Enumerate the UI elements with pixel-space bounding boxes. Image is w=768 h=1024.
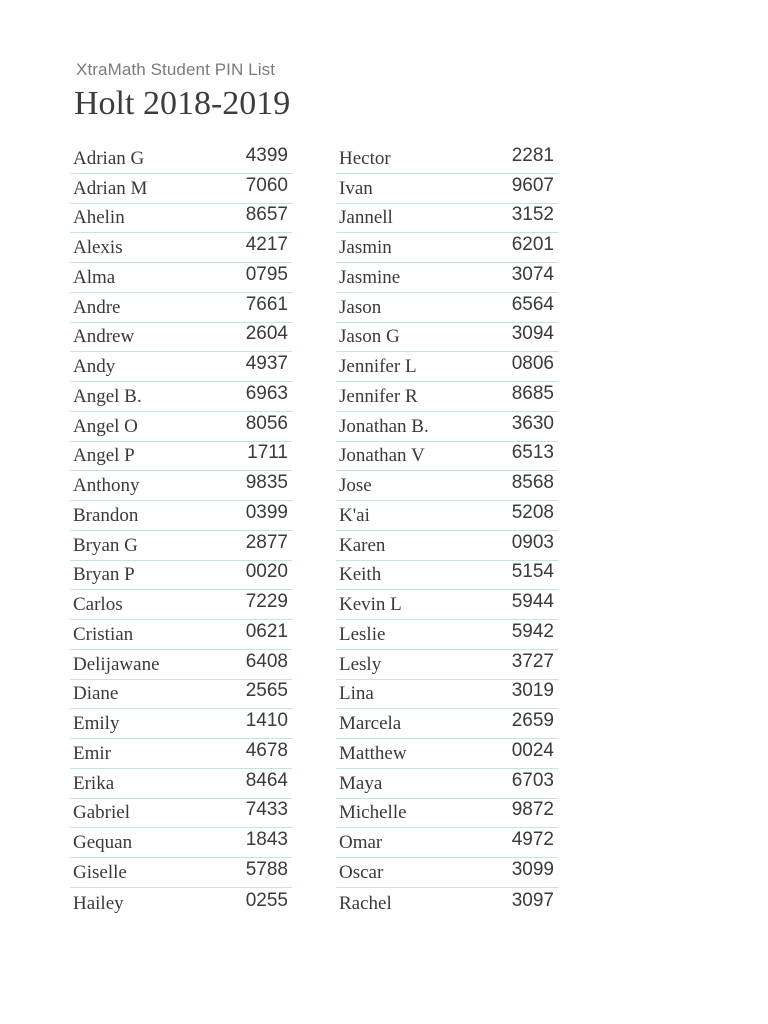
student-pin: 4972: [511, 829, 554, 850]
student-row: [336, 471, 558, 501]
student-name: Andre: [73, 296, 121, 318]
student-pin: 7433: [245, 799, 288, 821]
student-row: [70, 293, 292, 323]
student-pin: 0621: [245, 620, 288, 642]
student-name: Ahelin: [73, 207, 125, 229]
student-row: [70, 590, 292, 620]
student-name: Giselle: [73, 861, 127, 883]
student-pin: 2281: [511, 144, 554, 166]
student-row: [336, 293, 558, 323]
student-name: Jason G: [339, 326, 400, 348]
student-name: Hailey: [73, 892, 124, 914]
student-row: [70, 650, 292, 680]
student-row: [70, 471, 292, 501]
student-row: [70, 709, 292, 739]
student-pin: 5944: [511, 591, 554, 612]
student-pin: 6564: [511, 293, 554, 315]
student-name: Oscar: [339, 861, 384, 883]
student-row: [336, 858, 558, 888]
student-row: [336, 680, 558, 710]
student-row: [336, 412, 558, 442]
student-row: [70, 174, 292, 204]
student-row: [70, 561, 292, 591]
student-row: [336, 650, 558, 680]
student-row: [70, 680, 292, 710]
student-name: Delijawane: [73, 653, 160, 675]
student-row: [336, 233, 558, 263]
student-row: [70, 233, 292, 263]
student-name: Michelle: [339, 802, 407, 824]
student-row: [70, 382, 292, 412]
student-pin: 0020: [245, 561, 288, 583]
student-row: [70, 531, 292, 561]
student-pin: 5788: [245, 858, 288, 880]
student-name: Rachel: [339, 892, 392, 914]
student-pin: 1843: [245, 829, 288, 850]
student-row: [336, 382, 558, 412]
student-row: [70, 769, 292, 799]
student-name: Anthony: [73, 475, 140, 496]
student-row: [336, 174, 558, 204]
student-name: Erika: [73, 772, 115, 794]
student-name: Kevin L: [339, 594, 402, 615]
student-row: [336, 352, 558, 382]
student-pin: 0024: [511, 739, 554, 761]
student-name: Jannell: [339, 207, 393, 229]
student-row: [70, 263, 292, 293]
student-pin: 9607: [511, 174, 554, 196]
student-name: Lina: [339, 683, 374, 705]
student-pin: 3097: [511, 889, 554, 911]
student-name: Jason: [339, 296, 382, 318]
student-pin: 2659: [511, 710, 554, 731]
student-row: [70, 799, 292, 829]
student-name: Bryan P: [73, 564, 135, 586]
student-list-right-column: [336, 144, 558, 918]
student-pin: 8056: [245, 412, 288, 434]
student-pin: 7229: [245, 591, 288, 612]
student-name: Omar: [339, 832, 383, 853]
student-name: Andy: [73, 356, 116, 377]
student-pin: 6408: [245, 650, 288, 672]
student-pin: 0255: [245, 889, 288, 911]
student-pin: 9835: [245, 472, 288, 493]
student-pin: 3099: [511, 858, 554, 880]
student-row: [336, 561, 558, 591]
student-pin: 4399: [245, 144, 288, 166]
student-name: Gequan: [73, 832, 133, 853]
student-row: [336, 204, 558, 234]
student-pin: 0903: [511, 531, 554, 553]
student-name: Jennifer L: [339, 356, 417, 377]
student-row: [70, 739, 292, 769]
student-name: Jonathan B.: [339, 415, 429, 437]
student-pin: 6963: [245, 382, 288, 404]
student-name: Jasmin: [339, 237, 392, 258]
student-row: [70, 204, 292, 234]
student-name: Maya: [339, 772, 383, 794]
student-name: Angel O: [73, 415, 138, 437]
student-name: Andrew: [73, 326, 135, 348]
student-name: Jonathan V: [339, 445, 425, 467]
student-name: Angel P: [73, 445, 135, 467]
student-row: [70, 828, 292, 858]
student-name: Gabriel: [73, 802, 130, 824]
student-pin: 3074: [511, 263, 554, 285]
student-pin: 0795: [245, 263, 288, 285]
student-row: [336, 531, 558, 561]
student-row: [70, 501, 292, 531]
student-pin: 8685: [511, 382, 554, 404]
document-subtitle: XtraMath Student PIN List: [76, 60, 276, 79]
student-pin: 6513: [511, 442, 554, 464]
student-pin: 3019: [511, 680, 554, 702]
student-name: Jasmine: [339, 266, 401, 288]
student-name: Keith: [339, 564, 382, 586]
student-name: Leslie: [339, 623, 386, 645]
student-row: [336, 739, 558, 769]
student-name: Brandon: [73, 504, 139, 526]
student-row: [70, 412, 292, 442]
student-name: Hector: [339, 147, 391, 169]
student-row: [336, 769, 558, 799]
student-name: Cristian: [73, 623, 134, 645]
student-name: Angel B.: [73, 385, 142, 407]
student-pin: 4937: [245, 353, 288, 374]
student-row: [336, 263, 558, 293]
student-row: [336, 442, 558, 472]
student-pin: 2565: [245, 680, 288, 702]
student-row: [70, 442, 292, 472]
student-row: [336, 888, 558, 918]
student-pin: 3630: [511, 412, 554, 434]
student-pin: 1711: [247, 442, 288, 464]
document-title: Holt 2018-2019: [74, 85, 291, 122]
student-name: Adrian M: [73, 177, 148, 199]
student-pin: 0399: [245, 501, 288, 523]
student-row: [336, 620, 558, 650]
student-pin: 8464: [245, 769, 288, 791]
student-pin: 0806: [511, 353, 554, 374]
student-row: [336, 590, 558, 620]
student-name: Jennifer R: [339, 385, 418, 407]
student-name: K'ai: [339, 504, 370, 526]
student-name: Emily: [73, 713, 120, 734]
student-pin: 7060: [245, 174, 288, 196]
student-row: [336, 323, 558, 353]
student-pin: 3094: [511, 323, 554, 345]
student-pin: 4678: [245, 739, 288, 761]
student-row: [70, 858, 292, 888]
student-pin: 3152: [511, 204, 554, 226]
student-pin: 7661: [245, 293, 288, 315]
student-row: [70, 144, 292, 174]
student-pin: 6703: [511, 769, 554, 791]
student-row: [336, 144, 558, 174]
student-row: [70, 620, 292, 650]
student-pin: 1410: [245, 710, 288, 731]
student-list-left-column: [70, 144, 292, 918]
student-pin: 9872: [511, 799, 554, 821]
student-pin: 2604: [245, 323, 288, 345]
student-name: Carlos: [73, 594, 123, 615]
student-row: [336, 709, 558, 739]
student-name: Matthew: [339, 742, 407, 764]
student-row: [70, 888, 292, 918]
student-name: Karen: [339, 534, 386, 556]
student-pin: 5942: [511, 620, 554, 642]
student-pin: 5154: [511, 561, 554, 583]
student-row: [70, 323, 292, 353]
student-row: [336, 501, 558, 531]
student-name: Jose: [339, 475, 372, 496]
student-row: [70, 352, 292, 382]
student-pin: 6201: [511, 234, 554, 255]
student-name: Diane: [73, 683, 119, 705]
student-pin: 8568: [511, 472, 554, 493]
student-row: [336, 799, 558, 829]
student-pin: 8657: [245, 204, 288, 226]
student-name: Alma: [73, 266, 116, 288]
student-pin: 5208: [511, 501, 554, 523]
student-name: Emir: [73, 742, 111, 764]
student-name: Bryan G: [73, 534, 138, 556]
student-name: Ivan: [339, 177, 373, 199]
student-name: Lesly: [339, 653, 382, 675]
student-name: Marcela: [339, 713, 402, 734]
student-pin: 2877: [245, 531, 288, 553]
student-name: Adrian G: [73, 147, 145, 169]
student-pin: 3727: [511, 650, 554, 672]
student-row: [336, 828, 558, 858]
student-name: Alexis: [73, 237, 123, 258]
student-pin: 4217: [245, 234, 288, 255]
